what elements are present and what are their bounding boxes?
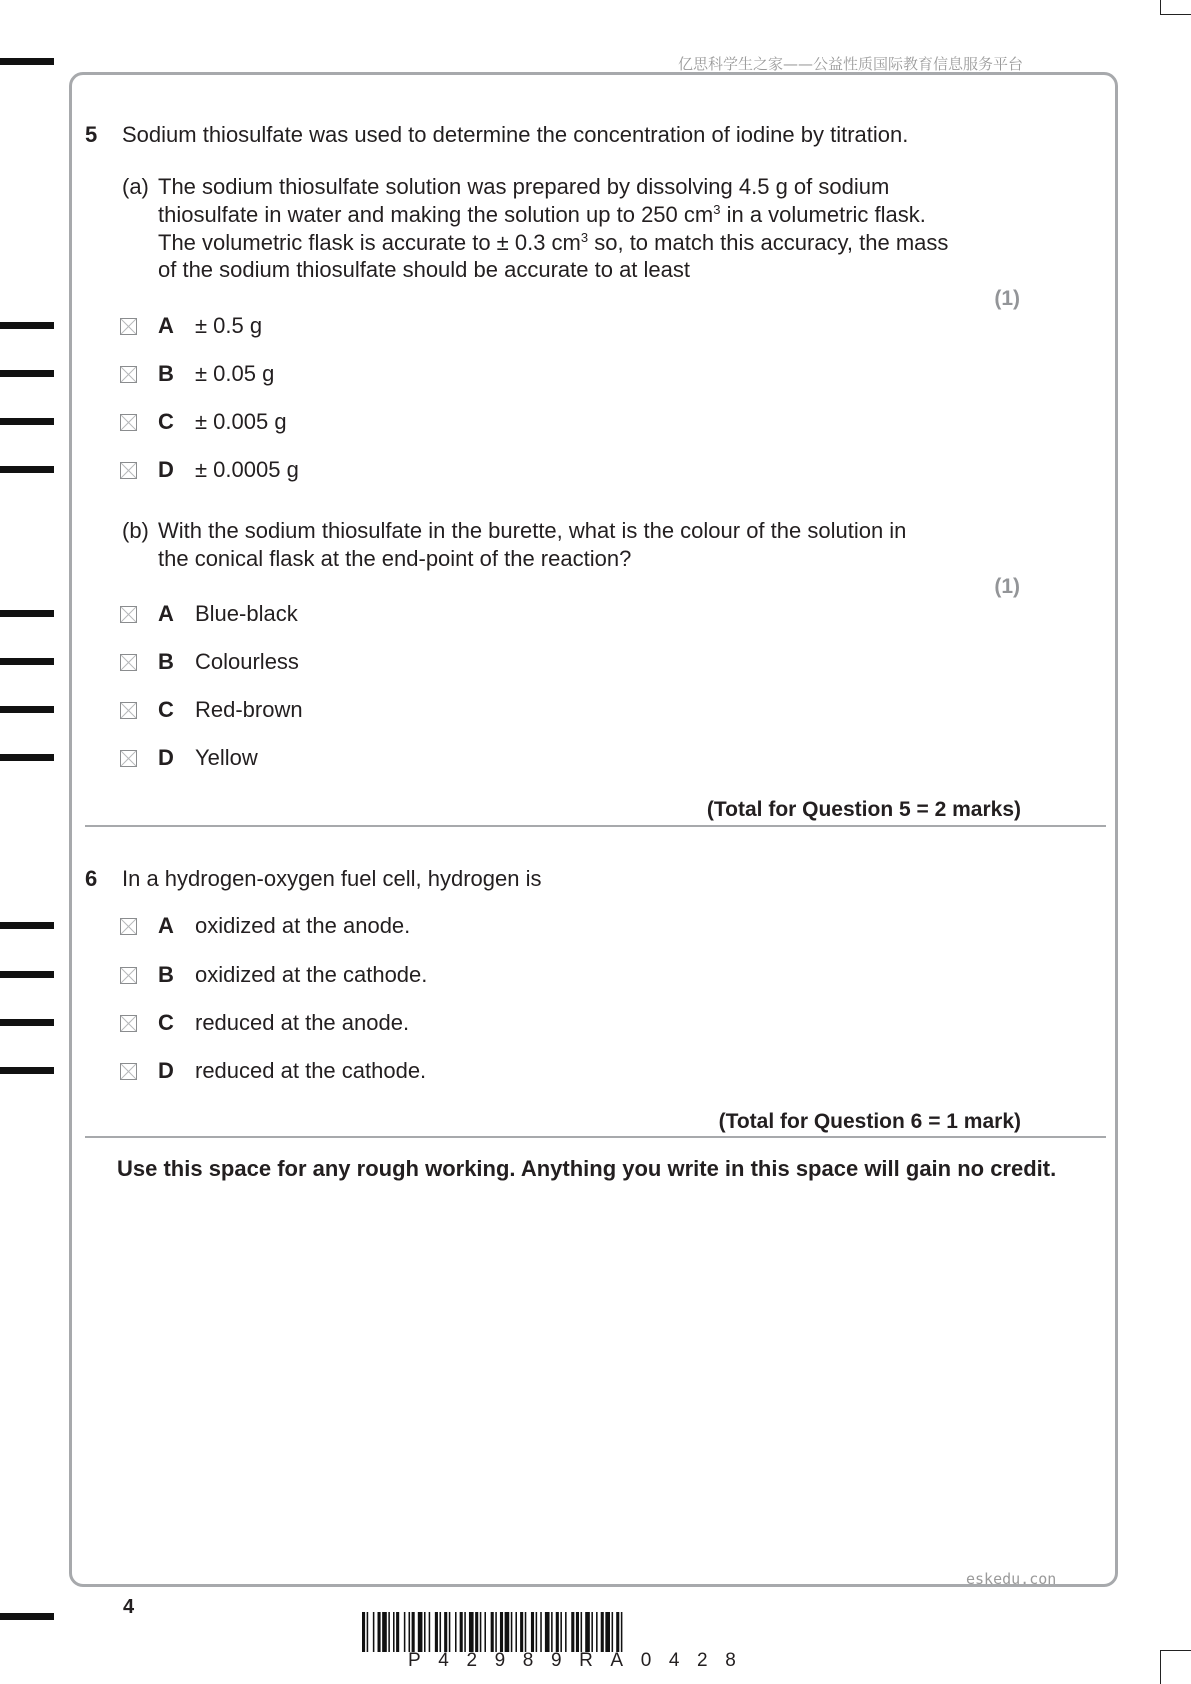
margin-tick [0, 754, 54, 761]
part-a-line-2-text: thiosulfate in water and making the solution up to 250 cm [158, 202, 714, 227]
question-6-number: 6 [85, 866, 98, 891]
question-5-stem: Sodium thiosulfate was used to determine the concentration of iodine by titration. [122, 122, 909, 147]
barcode-bar [601, 1612, 604, 1652]
barcode-bar [571, 1612, 574, 1652]
barcode-bar [373, 1612, 375, 1652]
barcode-bar [491, 1612, 494, 1652]
option-letter: B [158, 361, 174, 386]
answer-checkbox[interactable] [120, 702, 137, 719]
barcode-bar [525, 1612, 527, 1652]
part-b-line-1: With the sodium thiosulfate in the burette, what is the colour of the solution in [158, 518, 907, 543]
barcode-bar [545, 1612, 550, 1652]
barcode-bar [565, 1612, 567, 1652]
part-a-line-2-tail: in a volumetric flask. [720, 202, 926, 227]
option-5a-B[interactable] [120, 360, 275, 388]
margin-tick [0, 922, 54, 929]
answer-checkbox[interactable] [120, 654, 137, 671]
option-5b-D[interactable] [120, 744, 258, 772]
margin-tick [0, 610, 54, 617]
margin-tick [0, 58, 54, 65]
page-number: 4 [123, 1596, 135, 1618]
option-text: reduced at the anode. [195, 1010, 410, 1035]
option-5a-A[interactable] [120, 312, 263, 340]
part-a-line-4: of the sodium thiosulfate should be accurate to at least [158, 257, 690, 282]
answer-checkbox[interactable] [120, 967, 137, 984]
barcode-bar [367, 1612, 369, 1652]
barcode-bar [382, 1612, 387, 1652]
option-letter: B [158, 962, 174, 987]
barcode-bar [455, 1612, 457, 1652]
barcode-bar [396, 1612, 399, 1652]
option-letter: D [158, 1058, 174, 1083]
barcode-bar [435, 1612, 438, 1652]
barcode-bar [560, 1612, 562, 1652]
option-letter: C [158, 409, 174, 434]
option-letter: B [158, 649, 174, 674]
barcode-bar [362, 1612, 365, 1652]
part-a-line-3 [158, 229, 948, 257]
barcode-bar [616, 1612, 619, 1652]
part-a-line-3-text: The volumetric flask is accurate to ± 0.3 cm [158, 230, 581, 255]
option-6-D[interactable] [120, 1057, 427, 1085]
margin-tick [0, 322, 54, 329]
option-text: Blue-black [195, 601, 298, 626]
crop-mark-top-right [1160, 0, 1161, 14]
option-5b-C[interactable] [120, 696, 303, 724]
superscript: 3 [580, 230, 589, 245]
barcode [362, 1612, 828, 1652]
barcode-bar [585, 1612, 590, 1652]
question-6-stem: In a hydrogen-oxygen fuel cell, hydrogen is [122, 866, 542, 891]
option-text: Yellow [195, 745, 258, 770]
answer-checkbox[interactable] [120, 1015, 137, 1032]
barcode-bar [464, 1612, 466, 1652]
barcode-bar [429, 1612, 431, 1652]
option-6-B[interactable] [120, 961, 428, 989]
part-b-label: (b) [122, 518, 149, 543]
option-letter: D [158, 745, 174, 770]
barcode-bar [536, 1612, 538, 1652]
question-6-total: (Total for Question 6 = 1 mark) [718, 1110, 1021, 1133]
option-text: ± 0.0005 g [195, 457, 299, 482]
part-a-label: (a) [122, 174, 149, 199]
barcode-bar [444, 1612, 447, 1652]
margin-tick [0, 418, 54, 425]
barcode-bar [418, 1612, 423, 1652]
barcode-bar [412, 1612, 415, 1652]
margin-tick [0, 1613, 54, 1620]
answer-checkbox[interactable] [120, 918, 137, 935]
barcode-bar [581, 1612, 583, 1652]
margin-tick [0, 658, 54, 665]
superscript: 3 [713, 202, 721, 217]
option-text: ± 0.005 g [195, 409, 287, 434]
barcode-bar [596, 1612, 598, 1652]
answer-checkbox[interactable] [120, 1063, 137, 1080]
barcode-bar [449, 1612, 451, 1652]
barcode-bar [505, 1612, 510, 1652]
barcode-bar [393, 1612, 395, 1652]
watermark-top: 亿思科学生之家——公益性质国际教育信息服务平台 [678, 55, 1024, 73]
barcode-bar [469, 1612, 474, 1652]
barcode-bar [404, 1612, 406, 1652]
option-5a-C[interactable] [120, 408, 287, 436]
option-5b-B[interactable] [120, 648, 299, 676]
barcode-bar [605, 1612, 610, 1652]
margin-tick [0, 706, 54, 713]
barcode-bar [576, 1612, 579, 1652]
margin-tick [0, 1067, 54, 1074]
part-b-marks: (1) [994, 575, 1020, 598]
divider [85, 1136, 1106, 1138]
option-letter: D [158, 457, 174, 482]
barcode-bar [621, 1612, 623, 1652]
margin-tick [0, 370, 54, 377]
question-5-total: (Total for Question 5 = 2 marks) [706, 798, 1021, 821]
margin-tick [0, 466, 54, 473]
divider [85, 825, 1106, 827]
answer-checkbox[interactable] [120, 606, 137, 623]
question-5-number: 5 [85, 122, 98, 147]
margin-tick [0, 971, 54, 978]
barcode-bar [495, 1612, 497, 1652]
option-5b-A[interactable] [120, 600, 298, 628]
option-letter: A [158, 913, 174, 938]
barcode-bar [484, 1612, 486, 1652]
answer-checkbox[interactable] [120, 366, 137, 383]
option-letter: A [158, 313, 174, 338]
part-a-line-1: The sodium thiosulfate solution was prepared by dissolving 4.5 g of sodium [158, 174, 890, 199]
option-6-C[interactable] [120, 1009, 410, 1037]
answer-checkbox[interactable] [120, 462, 137, 479]
page-frame [69, 72, 1118, 1587]
margin-tick [0, 1019, 54, 1026]
option-5a-D[interactable] [120, 456, 299, 484]
answer-checkbox[interactable] [120, 750, 137, 767]
part-a-marks: (1) [994, 287, 1020, 310]
option-text: oxidized at the anode. [195, 913, 411, 938]
option-letter: C [158, 697, 174, 722]
barcode-bar [556, 1612, 559, 1652]
option-letter: A [158, 601, 174, 626]
answer-checkbox[interactable] [120, 318, 137, 335]
barcode-bar [511, 1612, 513, 1652]
barcode-bar [409, 1612, 411, 1652]
option-text: oxidized at the cathode. [195, 962, 428, 987]
barcode-bar [591, 1612, 593, 1652]
barcode-text: P42989RA0428 [408, 1650, 754, 1671]
barcode-bar [475, 1612, 478, 1652]
watermark-bottom: eskedu.con [966, 1570, 1057, 1588]
option-6-A[interactable] [120, 912, 411, 940]
answer-checkbox[interactable] [120, 414, 137, 431]
barcode-bar [440, 1612, 442, 1652]
barcode-bar [520, 1612, 523, 1652]
part-a-line-3-tail: so, to match this accuracy, the mass [588, 230, 949, 255]
option-text: Colourless [195, 649, 299, 674]
barcode-bar [612, 1612, 614, 1652]
crop-mark-bottom-right [1160, 1650, 1161, 1684]
option-text: ± 0.05 g [195, 361, 275, 386]
rough-working-notice: Use this space for any rough working. Anything you write in this space will gain no credit. [117, 1156, 1057, 1181]
option-text: reduced at the cathode. [195, 1058, 427, 1083]
barcode-bar [460, 1612, 463, 1652]
option-text: Red-brown [195, 697, 303, 722]
part-a-line-2 [158, 201, 926, 229]
barcode-bar [515, 1612, 517, 1652]
barcode-bar [424, 1612, 426, 1652]
barcode-bar [378, 1612, 381, 1652]
barcode-bar [480, 1612, 482, 1652]
barcode-bar [551, 1612, 553, 1652]
barcode-bar [388, 1612, 390, 1652]
part-b-line-2: the conical flask at the end-point of the reaction? [158, 546, 632, 571]
crop-mark-bottom-right-h [1160, 1650, 1191, 1651]
barcode-bar [500, 1612, 503, 1652]
option-letter: C [158, 1010, 174, 1035]
barcode-bar [540, 1612, 542, 1652]
barcode-bar [531, 1612, 534, 1652]
option-text: ± 0.5 g [195, 313, 263, 338]
crop-mark-top-right-h [1160, 14, 1191, 15]
